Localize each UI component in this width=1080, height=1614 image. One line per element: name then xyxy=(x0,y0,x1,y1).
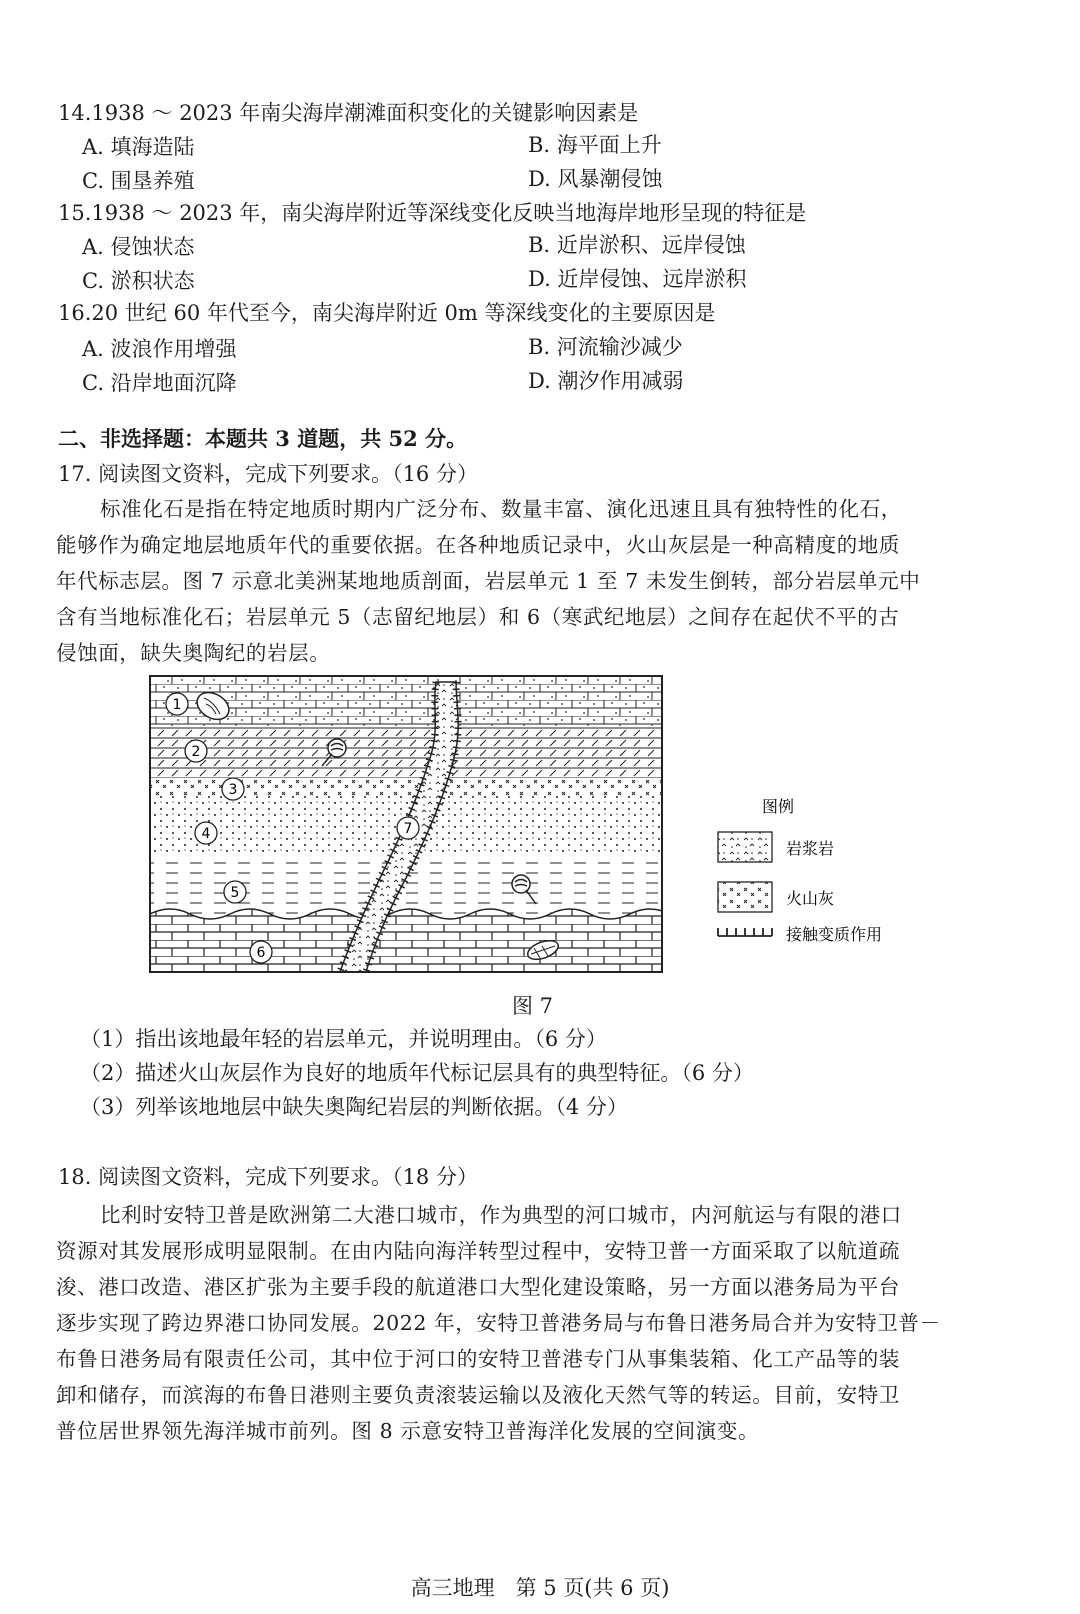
q14-option-b: B. 海平面上升 xyxy=(528,133,662,157)
legend-label-magma: 岩浆岩 xyxy=(786,839,835,858)
layer-label-4 xyxy=(195,822,217,844)
page-footer: 高三地理 第 5 页(共 6 页) xyxy=(410,1576,670,1600)
q17-passage-line-5: 侵蚀面，缺失奥陶纪的岩层。 xyxy=(56,641,331,665)
section-2-title: 二、非选择题：本题共 3 道题，共 52 分。 xyxy=(58,426,468,451)
layer-label-3 xyxy=(222,778,244,800)
legend-label-contact: 接触变质作用 xyxy=(786,925,883,944)
q16-option-c: C. 沿岸地面沉降 xyxy=(82,371,237,395)
svg-text:1: 1 xyxy=(172,697,182,713)
q17-sub-3: （3）列举该地地层中缺失奥陶纪岩层的判断依据。（4 分） xyxy=(80,1095,628,1119)
question-16-stem: 16.20 世纪 60 年代至今，南尖海岸附近 0m 等深线变化的主要原因是 xyxy=(58,301,716,325)
q18-passage-line-5: 布鲁日港务局有限责任公司，其中位于河口的安特卫普港专门从事集装箱、化工产品等的装 xyxy=(56,1347,900,1371)
q17-passage-line-2: 能够作为确定地层地质年代的重要依据。在各种地质记录中，火山灰层是一种高精度的地质 xyxy=(56,533,900,557)
q17-passage-line-3: 年代标志层。图 7 示意北美洲某地地质剖面，岩层单元 1 至 7 未发生倒转，部分岩层单元中 xyxy=(56,569,921,593)
q15-option-d: D. 近岸侵蚀、远岸淤积 xyxy=(528,267,747,291)
q18-passage-line-7: 普位居世界领先海洋城市前列。图 8 示意安特卫普海洋化发展的空间演变。 xyxy=(56,1419,760,1443)
layer-label-5 xyxy=(224,881,246,903)
q18-passage-line-3: 浚、港口改造、港区扩张为主要手段的航道港口大型化建设策略，另一方面以港务局为平台 xyxy=(56,1275,900,1299)
q14-option-c: C. 围垦养殖 xyxy=(82,169,195,193)
question-17-stem: 17. 阅读图文资料，完成下列要求。（16 分） xyxy=(58,462,478,486)
q18-passage-line-1: 比利时安特卫普是欧洲第二大港口城市，作为典型的河口城市，内河航运与有限的港口 xyxy=(100,1203,902,1227)
legend-swatch-contact xyxy=(718,928,772,936)
layer-label-6 xyxy=(250,941,272,963)
legend-label-ash: 火山灰 xyxy=(786,889,835,908)
q18-passage-line-2: 资源对其发展形成明显限制。在由内陆向海洋转型过程中，安特卫普一方面采取了以航道疏 xyxy=(56,1239,900,1263)
q14-option-a: A. 填海造陆 xyxy=(82,135,195,159)
svg-text:7: 7 xyxy=(403,821,413,837)
layer-label-1 xyxy=(166,693,188,715)
layer-label-7 xyxy=(397,817,419,839)
q17-sub-2: （2）描述火山灰层作为良好的地质年代标记层具有的典型特征。（6 分） xyxy=(80,1061,754,1085)
q15-option-c: C. 淤积状态 xyxy=(82,269,195,293)
svg-text:5: 5 xyxy=(230,885,240,901)
figure-7-geologic-section xyxy=(140,668,920,988)
q16-option-d: D. 潮汐作用减弱 xyxy=(528,369,684,393)
svg-text:6: 6 xyxy=(256,945,266,961)
svg-text:4: 4 xyxy=(201,826,211,842)
q17-passage-line-4: 含有当地标准化石；岩层单元 5（志留纪地层）和 6（寒武纪地层）之间存在起伏不平的古 xyxy=(56,605,900,629)
question-15-stem: 15.1938 ～ 2023 年，南尖海岸附近等深线变化反映当地海岸地形呈现的特征是 xyxy=(58,201,807,225)
q18-passage-line-4: 逐步实现了跨边界港口协同发展。2022 年，安特卫普港务局与布鲁日港务局合并为安特卫普－ xyxy=(56,1311,941,1335)
legend-swatch-magma xyxy=(718,832,772,862)
svg-text:3: 3 xyxy=(228,782,238,798)
legend-swatch-ash xyxy=(718,882,772,912)
q16-option-a: A. 波浪作用增强 xyxy=(82,337,237,361)
legend-title: 图例 xyxy=(762,797,795,816)
q14-option-d: D. 风暴潮侵蚀 xyxy=(528,167,663,191)
q15-option-a: A. 侵蚀状态 xyxy=(82,235,195,259)
q18-passage-line-6: 卸和储存，而滨海的布鲁日港则主要负责滚装运输以及液化天然气等的转运。目前，安特卫 xyxy=(56,1383,900,1407)
figure-legend xyxy=(718,797,882,944)
q17-sub-1: （1）指出该地最年轻的岩层单元，并说明理由。（6 分） xyxy=(80,1027,607,1051)
layer-label-2 xyxy=(185,740,207,762)
q17-passage-line-1: 标准化石是指在特定地质时期内广泛分布、数量丰富、演化迅速且具有独特性的化石， xyxy=(100,497,902,521)
svg-text:2: 2 xyxy=(191,744,201,760)
figure-7-caption: 图 7 xyxy=(512,994,554,1018)
q16-option-b: B. 河流输沙减少 xyxy=(528,335,683,359)
question-14-stem: 14.1938 ～ 2023 年南尖海岸潮滩面积变化的关键影响因素是 xyxy=(58,101,639,125)
q15-option-b: B. 近岸淤积、远岸侵蚀 xyxy=(528,233,746,257)
question-18-stem: 18. 阅读图文资料，完成下列要求。（18 分） xyxy=(58,1165,478,1189)
